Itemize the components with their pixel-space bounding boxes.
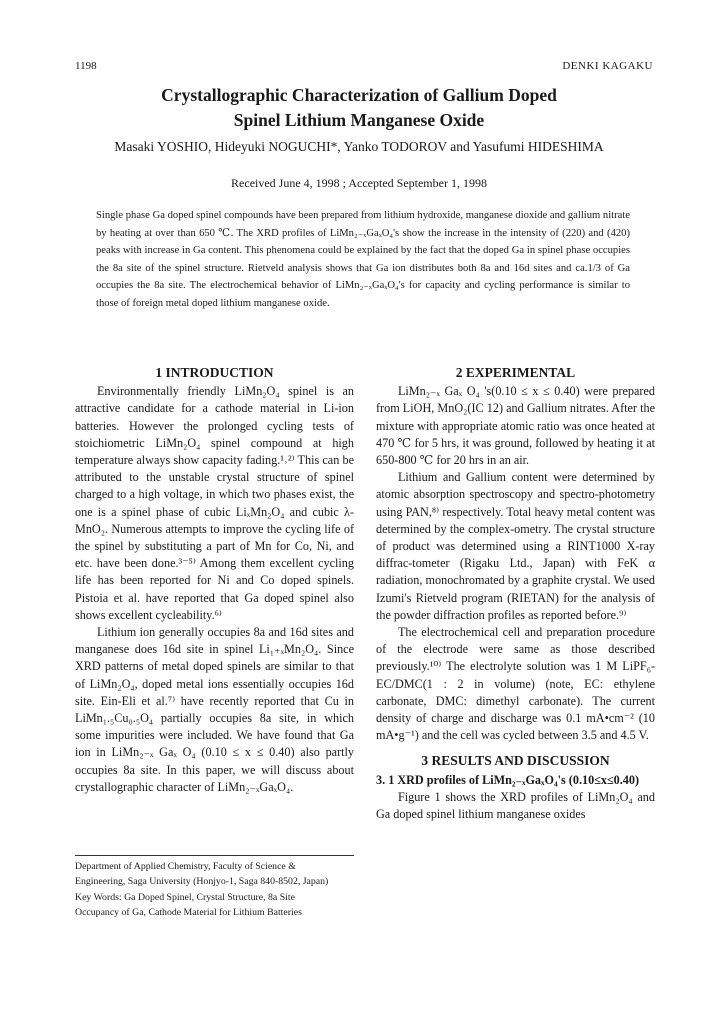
section-heading-experimental: 2 EXPERIMENTAL xyxy=(455,365,576,380)
paragraph: The electrochemical cell and preparation procedure of the electrode were same as those described previously.¹⁰⁾ The electrolyte solution was 1 M LiPF₆-EC/DMC(1 : 2 in volume) (note, EC: ethylene carbonate, DMC: dimethyl carbonate). The current density of charge and discharge was 0.1 mA•cm⁻² (10 mA•g⁻¹) and the cell was cycled between 3.5 and 4.5 V. xyxy=(376,625,655,743)
footnote-affiliation: Engineering, Saga University (Honjyo-1, Saga 840-8502, Japan) xyxy=(75,876,329,888)
paragraph: Lithium ion generally occupies 8a and 16d sites and manganese does 16d site in spinel Li₁₊ₓMn₂O₄. Since XRD patterns of metal doped spinels are similar to that of LiMn₂O₄, doped metal ions essentially occupies 16d site. Ein-Eli et al.⁷⁾ have recently reported that Cu in LiMn₁.₅Cu₀.₅O₄ partially occupies 8a site, in which some impurities were included. We have found that Ga ion in LiMn₂₋ₓ Gaₓ O₄ (0.10 ≤ x ≤ 0.40) also partly occupies 8a site. In this paper, we will discuss about crystallographic character of LiMn₂₋ₓGaₓO₄. xyxy=(75,625,354,794)
paper-title-line2: Spinel Lithium Manganese Oxide xyxy=(233,110,485,130)
right-column xyxy=(376,364,655,823)
footnote xyxy=(75,855,354,920)
section-heading-results: 3 RESULTS AND DISCUSSION xyxy=(421,753,610,769)
paragraph: Lithium and Gallium content were determined by atomic absorption spectroscopy and spectro-photometry using PAN,⁸⁾ respectively. Total heavy metal content was determined by the complex-ometry. The crystal structure of product was determined using a RINT1000 X-ray diffrac-tometer (Rigaku Ltd., Japan) with FeK α radiation, monochromated by a graphite crystal. We used Izumi's Rietveld program (RIETAN) for the analysis of the powder diffraction profiles as reported before.⁹⁾ xyxy=(376,470,655,622)
left-column xyxy=(75,364,354,796)
paragraph: Environmentally friendly LiMn₂O₄ spinel is an attractive candidate for a cathode material in Li-ion batteries. However the prolonged cycling tests of stoichiometric LiMn₂O₄ spinel compound at high temperature always show capacity fading.¹˒²⁾ This can be attributed to the unstable crystal structure of spinel charged to a high voltage, in which two phases exist, the one is a spinel phase of cubic LiₓMn₂O₄ and cubic λ-MnO₂. Numerous attempts to improve the cycling life of the spinel by substituting a part of Mn for Co, Ni, and etc. have been done.³⁻⁵⁾ Among them excellent cycling life has been reported for Ni and Co doped spinels. Pistoia et al. have reported that Ga doped spinel also shows excellent cycleability.⁶⁾ xyxy=(75,384,354,622)
page-number: 1198 xyxy=(75,60,97,72)
paper-title-line1: Crystallographic Characterization of Gallium Doped xyxy=(161,85,557,105)
paragraph: Figure 1 shows the XRD profiles of LiMn₂O₄ and Ga doped spinel lithium manganese oxides xyxy=(376,789,655,822)
journal-name: DENKI KAGAKU xyxy=(562,60,653,72)
authors: Masaki YOSHIO, Hideyuki NOGUCHI*, Yanko TODOROV and Yasufumi HIDESHIMA xyxy=(114,139,604,154)
footnote-keywords: Occupancy of Ga, Cathode Material for Lithium Batteries xyxy=(75,906,302,918)
footnote-affiliation: Department of Applied Chemistry, Faculty of Science & xyxy=(75,861,296,872)
section-heading-introduction: 1 INTRODUCTION xyxy=(155,365,274,380)
paragraph: LiMn₂₋ₓ Gaₓ O₄ 's(0.10 ≤ x ≤ 0.40) were prepared from LiOH, MnO₂(IC 12) and Gallium nitrates. After the mixture with appropriate atomic ratio was once heated at 470 ℃ for 5 hrs, it was ground, followed by heating it at 650-800 ℃ for 20 hrs in an air. xyxy=(376,384,655,468)
received-dates: Received June 4, 1998 ; Accepted September 1, 1998 xyxy=(231,176,487,190)
subsection-heading: 3. 1 XRD profiles of LiMn₂₋ₓGaₓO₄'s (0.10≤x≤0.40) xyxy=(376,772,640,787)
footnote-keywords: Key Words: Ga Doped Spinel, Crystal Structure, 8a Site xyxy=(75,891,295,903)
abstract: Single phase Ga doped spinel compounds have been prepared from lithium hydroxide, manganese dioxide and gallium nitrate by heating at over than 650 ℃. The XRD profiles of LiMn₂₋ₓGaₓO₄'s show the increase in the intensity of (220) and (420) peaks with increase in Ga content. This phenomena could be explained by the fact that the doped Ga in spinel phase occupies the 8a site of the spinel structure. Rietveld analysis shows that Ga ion distributes both 8a and 16d sites and ca.1/3 of Ga occupies the 8a site. The electrochemical behavior of LiMn₂₋ₓGaₓO₄'s for capacity and cycling performance is similar to those of foreign metal doped lithium manganese oxide. xyxy=(96,210,630,309)
